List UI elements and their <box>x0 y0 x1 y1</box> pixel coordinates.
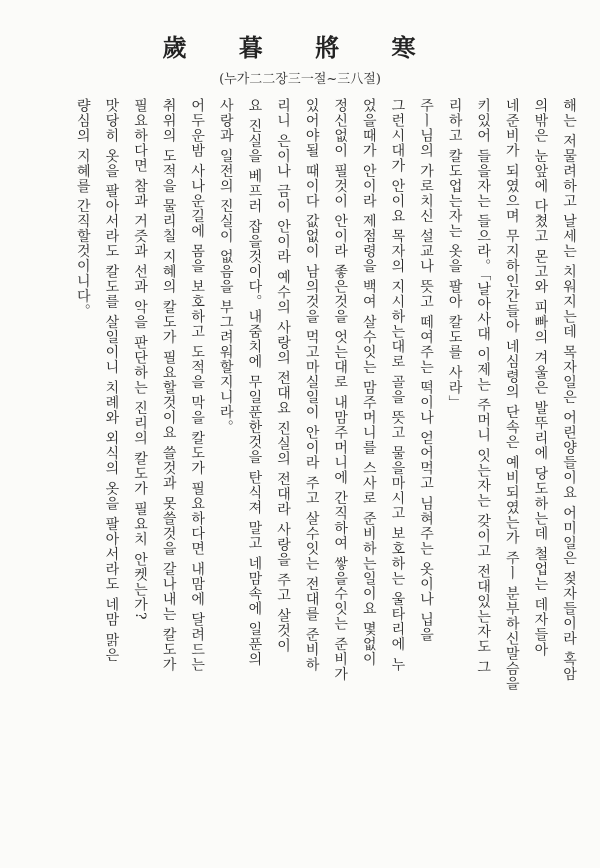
text-column: 리니 은이나 금이 안이라 예수의 사랑의 전대요 진실의 전대라 사랑을 주고 살것이 <box>275 98 291 653</box>
text-column: 취위의 도적을 물리칠 지혜의 칼도가 필요할것이요 쓸것과 못쓸것을 갈나내는 칼도가 <box>160 98 177 673</box>
text-column: 정신없이 필것이 안이라 좋은것을 엇는대로 내맘주머니에 간직하여 쌓을수잇는 준비가 <box>332 98 349 682</box>
text-column: 필요하다면 참과 거즛과 선과 악을 판단하는 진리의 칼도가 필요치 안켓는가? <box>132 98 148 621</box>
page-title: 歲 暮 將 寒 <box>162 33 438 62</box>
text-column: 주ㅣ님의 가로치신 설교나 뜻고 떼여주는 떡이나 얻어먹고 님혀주는 옷이나 닙을 <box>418 98 434 643</box>
text-column: 었을때가 안이라 제점령을 백여 살수잇는 맘주머니를 스사로 준비하는일이요 몇없이 <box>360 98 377 667</box>
scripture-reference: (누가二二장三一절~三八절) <box>219 72 381 87</box>
text-column: 리하고 칼도업는자는 옷을 팔아 칼도를 사라」 <box>446 98 463 411</box>
text-column: 그런시대가 안이요 목자의 지시하는대로 골을 뜻고 물을마시고 보호하는 울타리에 누 <box>389 98 406 673</box>
body-text <box>30 98 580 838</box>
text-column: 량심의 지혜를 간직할것이니다。 <box>74 98 91 319</box>
text-column: 해는 저물려하고 날세는 치워지는데 목자일은 어린양들이요 어미일은 젖자들이라 혹암 <box>561 98 577 682</box>
text-column: 사랑과 일전의 진실이 없음을 부그려워할지니라。 <box>217 98 234 435</box>
text-column: 요 진실을 베프러 잡을것이다。내줌치에 무일푼한것을 탄식져 말고 네맘속에 일푼의 <box>246 98 263 667</box>
text-column: 네준비가 되였으며 무지하인간들아 네심령의 단속은 예비되였는가 주ㅣ 분부하신말슴을 <box>503 98 520 692</box>
text-column: 있어야될 때이다 값없이 남의것을 먹고마실일이 안이라 주고 살수잇는 전대를 준비하 <box>303 98 320 673</box>
text-column: 키있어 들을자는 들으라。「날아사대 이제는 주머니 잇는자는 갖이고 전대있는자도 그 <box>475 98 492 675</box>
text-column: 의밖은 눈앞에 다쳤고 몬고와 피빠의 겨울은 발뚜리에 당도하는데 철업는 데자들아 <box>532 98 549 658</box>
text-column: 맛당히 옷을 팔아서라도 칼도를 살일이니 치례와 외식의 옷을 팔아서라도 네맘 맑은 <box>103 98 120 663</box>
text-column: 어두운밤 사나운길에 몸을 보호하고 도적을 막을 칼도가 필요하다면 내맘에 달려드는 <box>189 98 206 673</box>
